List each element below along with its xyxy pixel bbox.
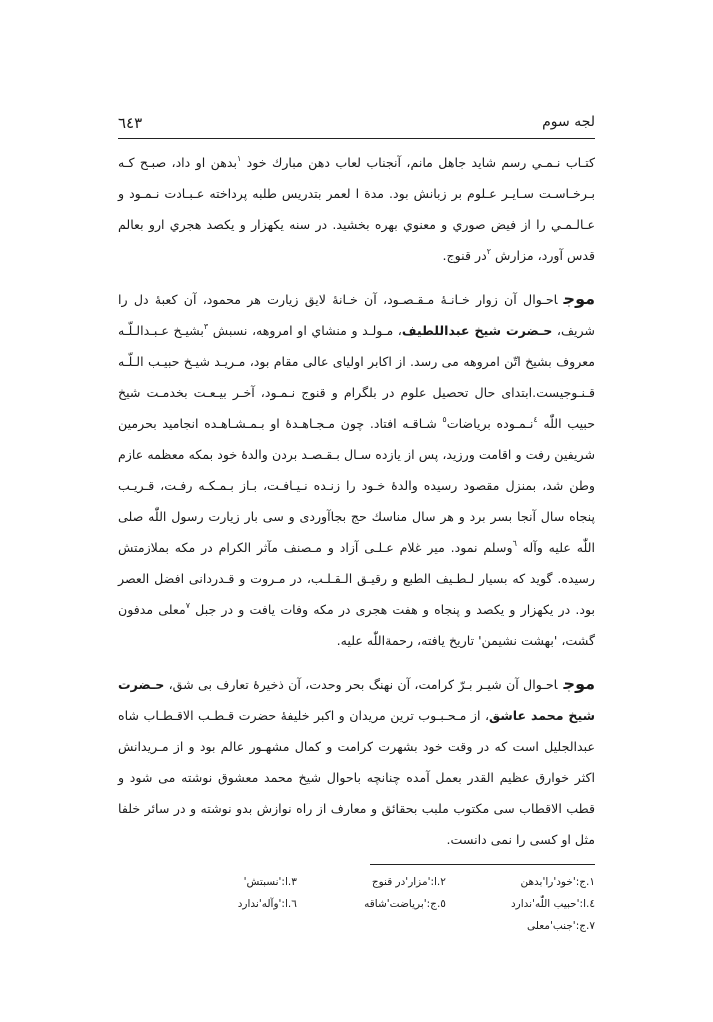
text-run: بدهن او داد، صبـح كـه بـرخـاسـت سـايـر عـلوم بر زبانش بود. مدة ا لعمر بتدريس طلبه پرداخته عـبـادت نـمـود و عـالـمـي را از فيض صوري و معنوي بهره بخشيد. در سنه يكهزار و يكصد هجري ارو بعالم قدس آورد، مزارش <box>118 155 595 263</box>
paragraph <box>118 668 595 855</box>
text-run: احـوال آن زوار خـانـهٔ مـقـصـود، آن خـانهٔ لايق زيارت هر محمود، آن كعبهٔ دل را شريف، <box>118 292 595 338</box>
footnote-marker: ٣ <box>203 322 209 331</box>
text-run: شـاقـه افتاد. چون مـجـاهـدهٔ او بـمـشـاهـده انجاميد بحرمين شريفين رفت و اقامت ورزيد، پس از يازده سـال بـقـصـد بردن والدهٔ خود بمكه معظمه عازم وطن شد، بمنزل مقصود رسيده والدهٔ خـود را زنـده نـيـافـت، بـاز بـمـكـه رفـت، قـريـب پنجاه سال آنجا بسر برد و هر سال مناسك حج بجاآوردى و سى بار زيارت رسول اللّٰه صلى اللّٰه عليه وآله <box>118 416 595 555</box>
text-run: كتـاب نـمـي رسم شايد جاهل مانم، آنجناب لعاب دهن مبارك خود <box>241 155 595 170</box>
footnote-row <box>150 871 595 893</box>
footnote-marker: ٤ <box>533 415 538 424</box>
body-text <box>118 147 595 855</box>
footnote-marker: ٦ <box>512 539 517 548</box>
person-name: حـضرت شيخ محمد عاشق <box>118 677 595 723</box>
footnote: ٤.ا:'حبيب اللّٰه'ندارد <box>510 898 595 910</box>
text-run: بشيـخ عـبـدالـلّـه معروف بشيخ اتّن امروهه مى رسد. از اكابر اولياى عالى مقام بود، مـريـد شيـخ حبيـب الـلّـه قـنـوجيست.ابتداى حال تحصيل علوم در بلگرام و قنوج نـمـود، آخـر بيـعـت بخدمـت شيخ حبيب اللّٰه <box>118 323 595 431</box>
footnote: ٢.ا:'مزار'در قنوج <box>371 876 446 888</box>
text-run: ، مـولـد و منشاي او امروهه، نسبش <box>208 323 402 338</box>
footnotes <box>150 871 595 937</box>
footnote: ٣.ا:'نسبتش' <box>243 876 297 888</box>
footnote: ١.ج:'خود'را'بدهن <box>520 876 595 888</box>
footnote-marker: ٥ <box>442 415 447 424</box>
text-run: در قنوج. <box>442 248 487 263</box>
paragraph <box>118 283 595 656</box>
text-run: معلى مدفون گشت، 'بهشت نشيمن' تاريخ يافته، رحمةاللّٰه عليه. <box>118 602 595 648</box>
footnote-marker: ٢ <box>486 247 491 256</box>
text-run: نـمـوده برياضات <box>446 416 534 431</box>
text-run: ، از مـحـبـوب ترين مريدان و اكبر خليفهٔ حضرت قـطـب الاقـطـاب شاه عبدالجليل است كه در وقت خود بشهرت كرامت و كمال مشهـور عالم بود و از مـريدانش اكثر خوارق عظيم القدر بعمل آمده چنانچه باحوال شيخ محمد معشوق نوشته مى شود و قطب الاقطاب سى مكتوب ملبب بحقائق و معارف از راه نوازش بدو نوشته و در سائر خلفا مثل او كسى را نمى دانست. <box>118 708 595 847</box>
footnote-rule <box>370 864 595 865</box>
text-run: وسلم نمود. مير غلام عـلـى آزاد و مـصنف مآثر الكرام در مكه بملازمتش رسيده. گويد كه بسيار لـطـيف الطبع و رقيـق الـقـلـب، در مـروت و قـدردانى افضل العصر بود. در يكهزار و يكصد و پنجاه و هفت هجرى در مكه وفات يافت و در جبل <box>118 540 595 617</box>
footnote: ٧.ج:'جنب'معلى <box>527 920 595 932</box>
person-name: حـضرت شيخ عبداللطيف <box>401 323 553 338</box>
footnote: ٦.ا:'وآله'ندارد <box>237 898 297 910</box>
footnote-row <box>150 915 595 937</box>
section-title: لجه سوم <box>542 114 595 130</box>
paragraph-lead-word: موج <box>563 289 595 308</box>
text-run: احـوال آن شيـر بـرّ كرامت، آن نهنگ بحر وحدت، آن ذخيرهٔ تعارف بى شق، <box>164 677 558 692</box>
footnote: ٥.ج:'برياضت'شاقه <box>364 898 446 910</box>
paragraph <box>118 147 595 271</box>
footnote <box>150 915 297 937</box>
paragraph-lead-word: موج <box>563 674 595 693</box>
footnote-row <box>150 893 595 915</box>
header-rule <box>118 138 595 139</box>
running-header <box>118 114 595 136</box>
footnote-marker: ٧ <box>185 601 191 610</box>
footnote-marker: ١ <box>236 154 242 163</box>
page-number: ٦٤٣ <box>118 114 143 132</box>
footnote <box>299 915 446 937</box>
